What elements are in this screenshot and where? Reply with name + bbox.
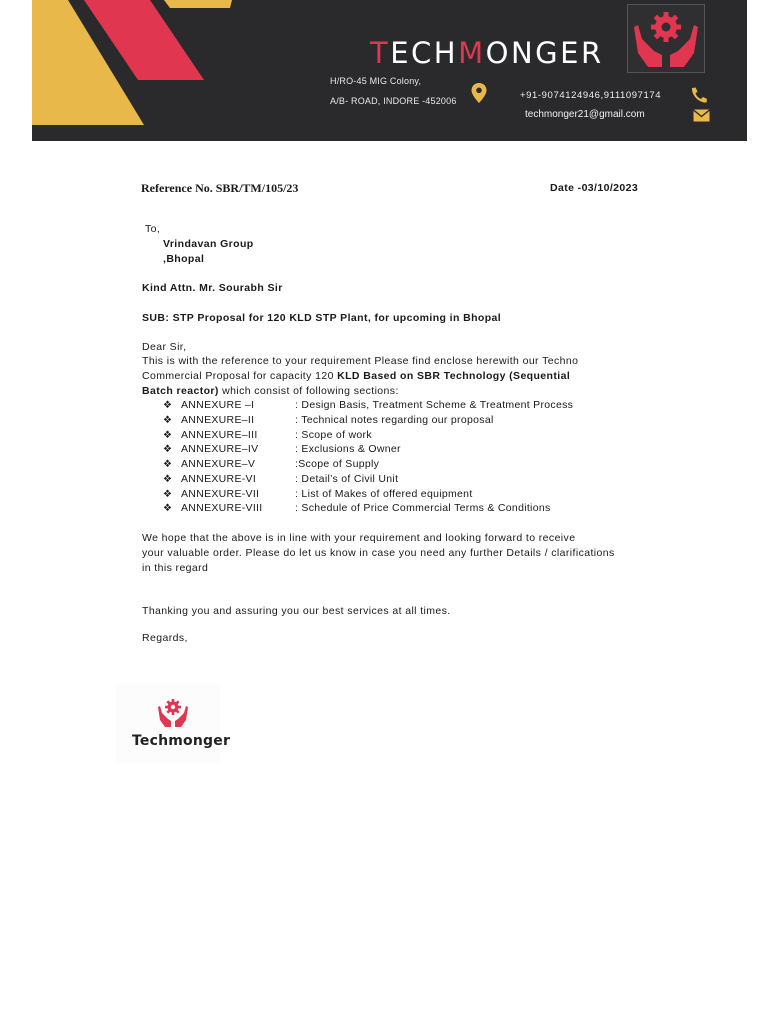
annexure-description: : Exclusions & Owner — [295, 443, 401, 456]
bullet-icon: ❖ — [163, 429, 173, 441]
body-line-3-text: which consist of following sections: — [218, 385, 399, 397]
address-line-1: H/RO-45 MIG Colony, — [330, 76, 422, 86]
company-name: TECHMONGER — [370, 36, 604, 70]
to-label: To, — [145, 223, 161, 235]
annexure-name: ANNEXURE-VII — [181, 487, 260, 500]
annexure-name: ANNEXURE–IV — [181, 443, 259, 456]
location-pin-icon — [470, 82, 488, 104]
phone-icon — [689, 86, 709, 104]
closing-line-3: in this regard — [142, 562, 209, 574]
header-logo — [627, 4, 705, 73]
gear-hands-logo-icon — [628, 5, 704, 72]
annexure-name: ANNEXURE–II — [181, 413, 255, 426]
closing-line-2: your valuable order. Please do let us know in case you need any further Details / clarifications — [142, 547, 615, 559]
decorative-stripes — [32, 0, 262, 141]
mail-icon — [693, 109, 710, 122]
annexure-description: : Detail’s of Civil Unit — [295, 472, 399, 485]
address-line-2: A/B- ROAD, INDORE -452006 — [330, 96, 457, 106]
annexure-name: ANNEXURE–III — [181, 428, 258, 441]
regards-line: Regards, — [142, 632, 188, 644]
letterhead-header — [32, 0, 747, 141]
body-line-3 — [142, 384, 399, 399]
phone-number: +91-9074124946,9111097174 — [520, 90, 662, 101]
letter-date: Date -03/10/2023 — [550, 182, 639, 194]
annexure-description: : Design Basis, Treatment Scheme & Treatment Process — [295, 399, 574, 411]
annexure-item — [163, 502, 551, 514]
bullet-icon: ❖ — [163, 503, 173, 515]
email-address: techmonger21@gmail.com — [525, 109, 645, 120]
annexure-name: ANNEXURE-VIII — [181, 502, 263, 515]
annexure-description: : List of Makes of offered equipment — [295, 487, 473, 500]
annexure-item — [163, 399, 573, 411]
annexure-name: ANNEXURE-VI — [181, 472, 257, 485]
annexure-item — [163, 429, 372, 441]
annexure-item — [163, 488, 473, 500]
bullet-icon: ❖ — [163, 444, 173, 456]
body-line-3-bold: Batch reactor) — [142, 385, 219, 397]
bullet-icon: ❖ — [163, 473, 173, 485]
bullet-icon: ❖ — [163, 414, 173, 426]
annexure-item — [163, 458, 379, 470]
body-line-2-text: Commercial Proposal for capacity 120 — [142, 370, 338, 382]
annexure-item — [163, 443, 401, 455]
bullet-icon: ❖ — [163, 400, 173, 411]
annexure-description: : Scope of work — [295, 428, 372, 441]
gear-hands-logo-icon — [156, 697, 190, 729]
bullet-icon: ❖ — [163, 459, 173, 470]
subject-line: SUB: STP Proposal for 120 KLD STP Plant, for upcoming in Bhopal — [142, 312, 502, 324]
footer-logo-text: Techmonger — [132, 733, 231, 749]
annexure-item — [163, 473, 398, 485]
body-line-2-bold: KLD Based on SBR Technology (Sequential — [337, 370, 571, 382]
annexure-name: ANNEXURE–V — [181, 458, 256, 470]
attention-line: Kind Attn. Mr. Sourabh Sir — [142, 282, 283, 294]
recipient-city: ,Bhopal — [163, 253, 205, 265]
annexure-description: : Technical notes regarding our proposal — [295, 413, 494, 426]
reference-number: Reference No. SBR/TM/105/23 — [141, 181, 299, 195]
annexure-description: :Scope of Supply — [295, 458, 380, 470]
body-line-1: This is with the reference to your requirement Please find enclose herewith our Techno — [142, 355, 579, 367]
body-line-2 — [142, 369, 570, 384]
annexure-item — [163, 414, 494, 426]
recipient-name: Vrindavan Group — [163, 238, 254, 250]
annexure-name: ANNEXURE –I — [181, 399, 255, 411]
bullet-icon: ❖ — [163, 488, 173, 500]
closing-line-1: We hope that the above is in line with your requirement and looking forward to receive — [142, 532, 576, 544]
annexure-description: : Schedule of Price Commercial Terms & Conditions — [295, 502, 551, 515]
salutation: Dear Sir, — [142, 341, 187, 353]
footer-logo — [116, 683, 231, 763]
thanks-line: Thanking you and assuring you our best services at all times. — [142, 605, 451, 617]
